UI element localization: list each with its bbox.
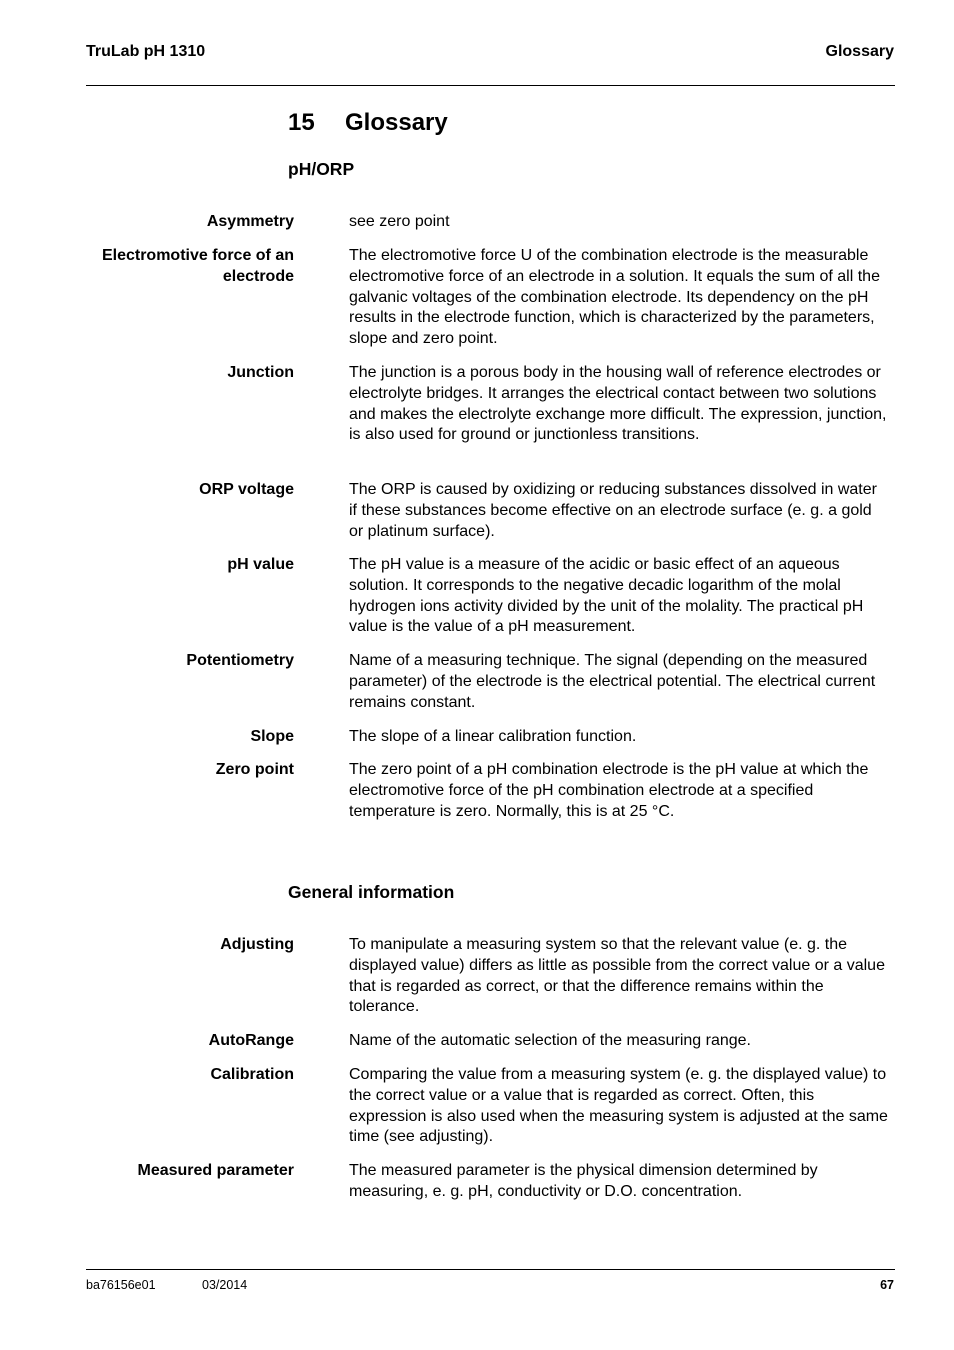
- page-number: 67: [880, 1278, 894, 1292]
- chapter-title: Glossary: [345, 109, 448, 136]
- glossary-definition: The junction is a porous body in the housing wall of reference electrodes or electrolyte bridges. It arranges the electrical contact between two solutions and makes the electrolyte exchange more difficult. The expression, junction, is also used for ground or junctionless transitions.: [349, 364, 887, 444]
- glossary-term: Slope: [250, 728, 294, 745]
- glossary-definition: The measured parameter is the physical dimension determined by measuring, e. g. pH, conductivity or D.O. concentration.: [349, 1162, 818, 1200]
- header-divider: [86, 85, 895, 86]
- section-title-general-information: General information: [288, 882, 455, 902]
- glossary-definition: The electromotive force U of the combination electrode is the measurable electromotive force of an electrode in a solution. It equals the sum of all the galvanic voltages of the combination electrode. Its dependency on the pH results in the electrode function, which is characterized by the parameters, slope and zero point.: [349, 247, 880, 348]
- glossary-definition: The pH value is a measure of the acidic or basic effect of an aqueous solution. It corresponds to the negative decadic logarithm of the molal hydrogen ions activity divided by the unit of the molality. The practical pH value is the value of a pH measurement.: [349, 556, 864, 636]
- glossary-term: pH value: [227, 556, 294, 573]
- glossary-term: Asymmetry: [206, 213, 294, 230]
- glossary-definition: Name of a measuring technique. The signal (depending on the measured parameter) of the electrode is the electrical potential. The electrical current remains constant.: [349, 652, 876, 711]
- footer-date: 03/2014: [202, 1278, 248, 1292]
- glossary-definition: see zero point: [349, 213, 450, 230]
- chapter-heading: [288, 109, 448, 137]
- glossary-term: Electromotive force of an electrode: [101, 247, 294, 285]
- glossary-term: Junction: [227, 364, 294, 381]
- header-product: TruLab pH 1310: [86, 43, 206, 60]
- glossary-definition: Comparing the value from a measuring system (e. g. the displayed value) to the correct value or a value that is regarded as correct. Often, this expression is also used when the measuring system is adjusted at the same time (see adjusting).: [349, 1066, 888, 1146]
- glossary-term: Calibration: [210, 1066, 294, 1083]
- chapter-number: 15: [288, 109, 315, 136]
- footer-divider: [86, 1269, 895, 1270]
- glossary-definition: The slope of a linear calibration function.: [349, 728, 637, 745]
- glossary-term: Measured parameter: [137, 1162, 294, 1179]
- glossary-definition: The ORP is caused by oxidizing or reducing substances dissolved in water if these substances become effective on an electrode surface (e. g. a gold or platinum surface).: [349, 481, 877, 540]
- footer-doc-number: ba76156e01: [86, 1278, 156, 1292]
- glossary-term: Potentiometry: [186, 652, 294, 669]
- glossary-term: AutoRange: [208, 1032, 294, 1049]
- header-section: Glossary: [825, 43, 894, 60]
- glossary-term: Adjusting: [220, 936, 294, 953]
- glossary-definition: Name of the automatic selection of the measuring range.: [349, 1032, 751, 1049]
- glossary-definition: The zero point of a pH combination electrode is the pH value at which the electromotive force of the pH combination electrode at a specified temperature is zero. Normally, this is at 25 °C.: [349, 761, 869, 820]
- glossary-term: Zero point: [215, 761, 294, 778]
- glossary-term: ORP voltage: [199, 481, 294, 498]
- glossary-definition: To manipulate a measuring system so that the relevant value (e. g. the displayed value) differs as little as possible from the correct value or a value that is regarded as correct, or that the difference remains within the tolerance.: [349, 936, 885, 1016]
- section-title-ph-orp: pH/ORP: [288, 159, 355, 179]
